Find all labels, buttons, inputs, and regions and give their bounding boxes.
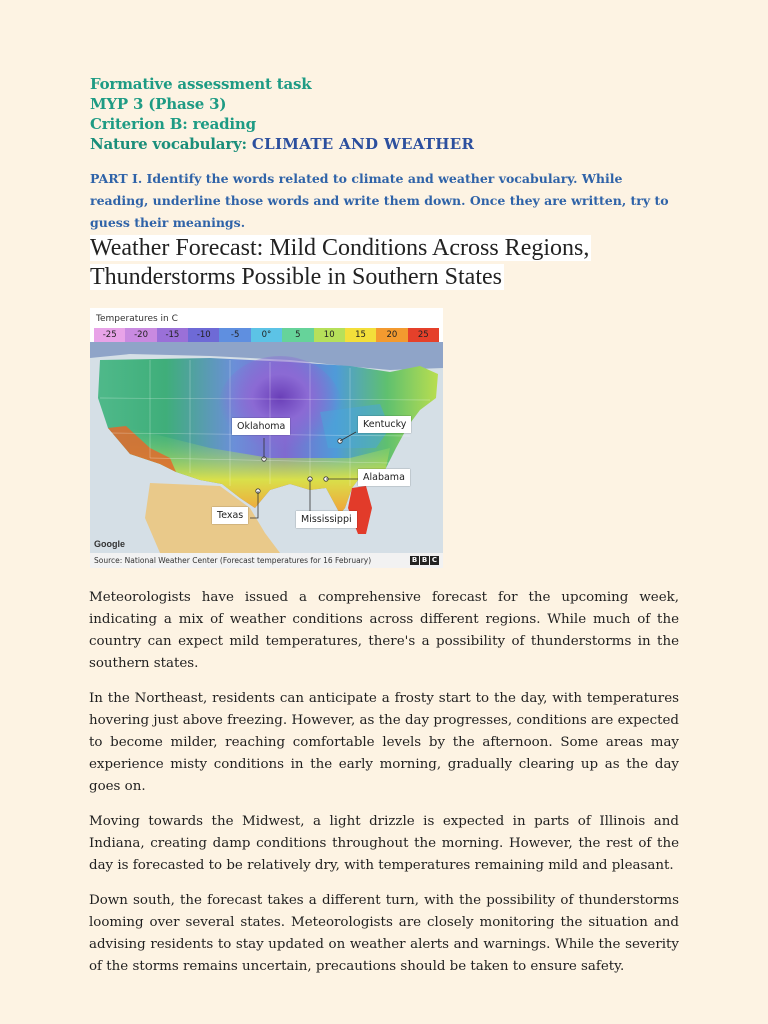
legend-tick: -20 [125, 328, 156, 342]
bbc-letter: C [431, 556, 438, 564]
legend-tick: -15 [157, 328, 188, 342]
bbc-letter: B [411, 556, 418, 564]
legend-tick: 0° [251, 328, 282, 342]
instructions: PART I. Identify the words related to climate and weather vocabulary. While reading, underline those words and write them down. Once they are written, try to guess their meanings. [90, 171, 669, 230]
paragraph: Moving towards the Midwest, a light drizzle is expected in parts of Illinois and Indiana, creating damp conditions throughout the morning. However, the rest of the day is forecasted to be relatively dry, with temperatures remaining mild and pleasant. [89, 814, 679, 873]
article-headline [90, 234, 650, 292]
legend-tick: -25 [94, 328, 125, 342]
legend-tick: -10 [188, 328, 219, 342]
article-body [89, 587, 679, 991]
topic-line [90, 134, 690, 154]
legend-tick: 25 [408, 328, 439, 342]
legend-tick: -5 [219, 328, 250, 342]
label-alabama: Alabama [358, 469, 410, 486]
paragraph: In the Northeast, residents can anticipate a frosty start to the day, with temperatures hovering just above freezing. However, as the day progresses, conditions are expected to become milder, reaching comfortable levels by the afternoon. Some areas may experience misty conditions in the early morning, gradually clearing up as the day goes on. [89, 691, 679, 794]
source-text: Source: National Weather Center (Forecast temperatures for 16 February) [94, 556, 372, 565]
temperature-map [90, 308, 443, 568]
cold-air-mass [218, 356, 342, 460]
map-source [90, 553, 443, 568]
temperature-legend [94, 328, 439, 342]
bbc-letter: B [421, 556, 428, 564]
paragraph: Down south, the forecast takes a different turn, with the possibility of thunderstorms looming over several states. Meteorologists are closely monitoring the situation and advising residents to stay updated on weather alerts and warnings. While the severity of the storms remains uncertain, precautions should be taken to ensure safety. [89, 893, 679, 974]
label-mississippi: Mississippi [296, 511, 357, 528]
headline-line-2: Thunderstorms Possible in Southern States [90, 264, 502, 290]
legend-tick: 15 [345, 328, 376, 342]
legend-tick: 20 [376, 328, 407, 342]
task-title: Formative assessment task [90, 75, 312, 93]
task-header [90, 74, 690, 154]
label-kentucky: Kentucky [358, 416, 411, 433]
topic-name: CLIMATE AND WEATHER [251, 135, 475, 153]
bbc-logo [410, 556, 439, 565]
criterion: Criterion B: reading [90, 115, 256, 133]
legend-title: Temperatures in C [96, 314, 178, 324]
paragraph: Meteorologists have issued a comprehensive forecast for the upcoming week, indicating a mix of weather conditions across different regions. While much of the country can expect mild temperatures, there's a possibility of thunderstorms in the southern states. [89, 590, 679, 671]
label-oklahoma: Oklahoma [232, 418, 290, 435]
topic-prefix: Nature vocabulary: [90, 135, 252, 153]
programme-level: MYP 3 (Phase 3) [90, 95, 227, 113]
label-texas: Texas [212, 507, 248, 524]
google-attribution: Google [94, 539, 125, 549]
legend-tick: 10 [314, 328, 345, 342]
legend-tick: 5 [282, 328, 313, 342]
headline-line-1: Weather Forecast: Mild Conditions Across Regions, [90, 235, 590, 261]
